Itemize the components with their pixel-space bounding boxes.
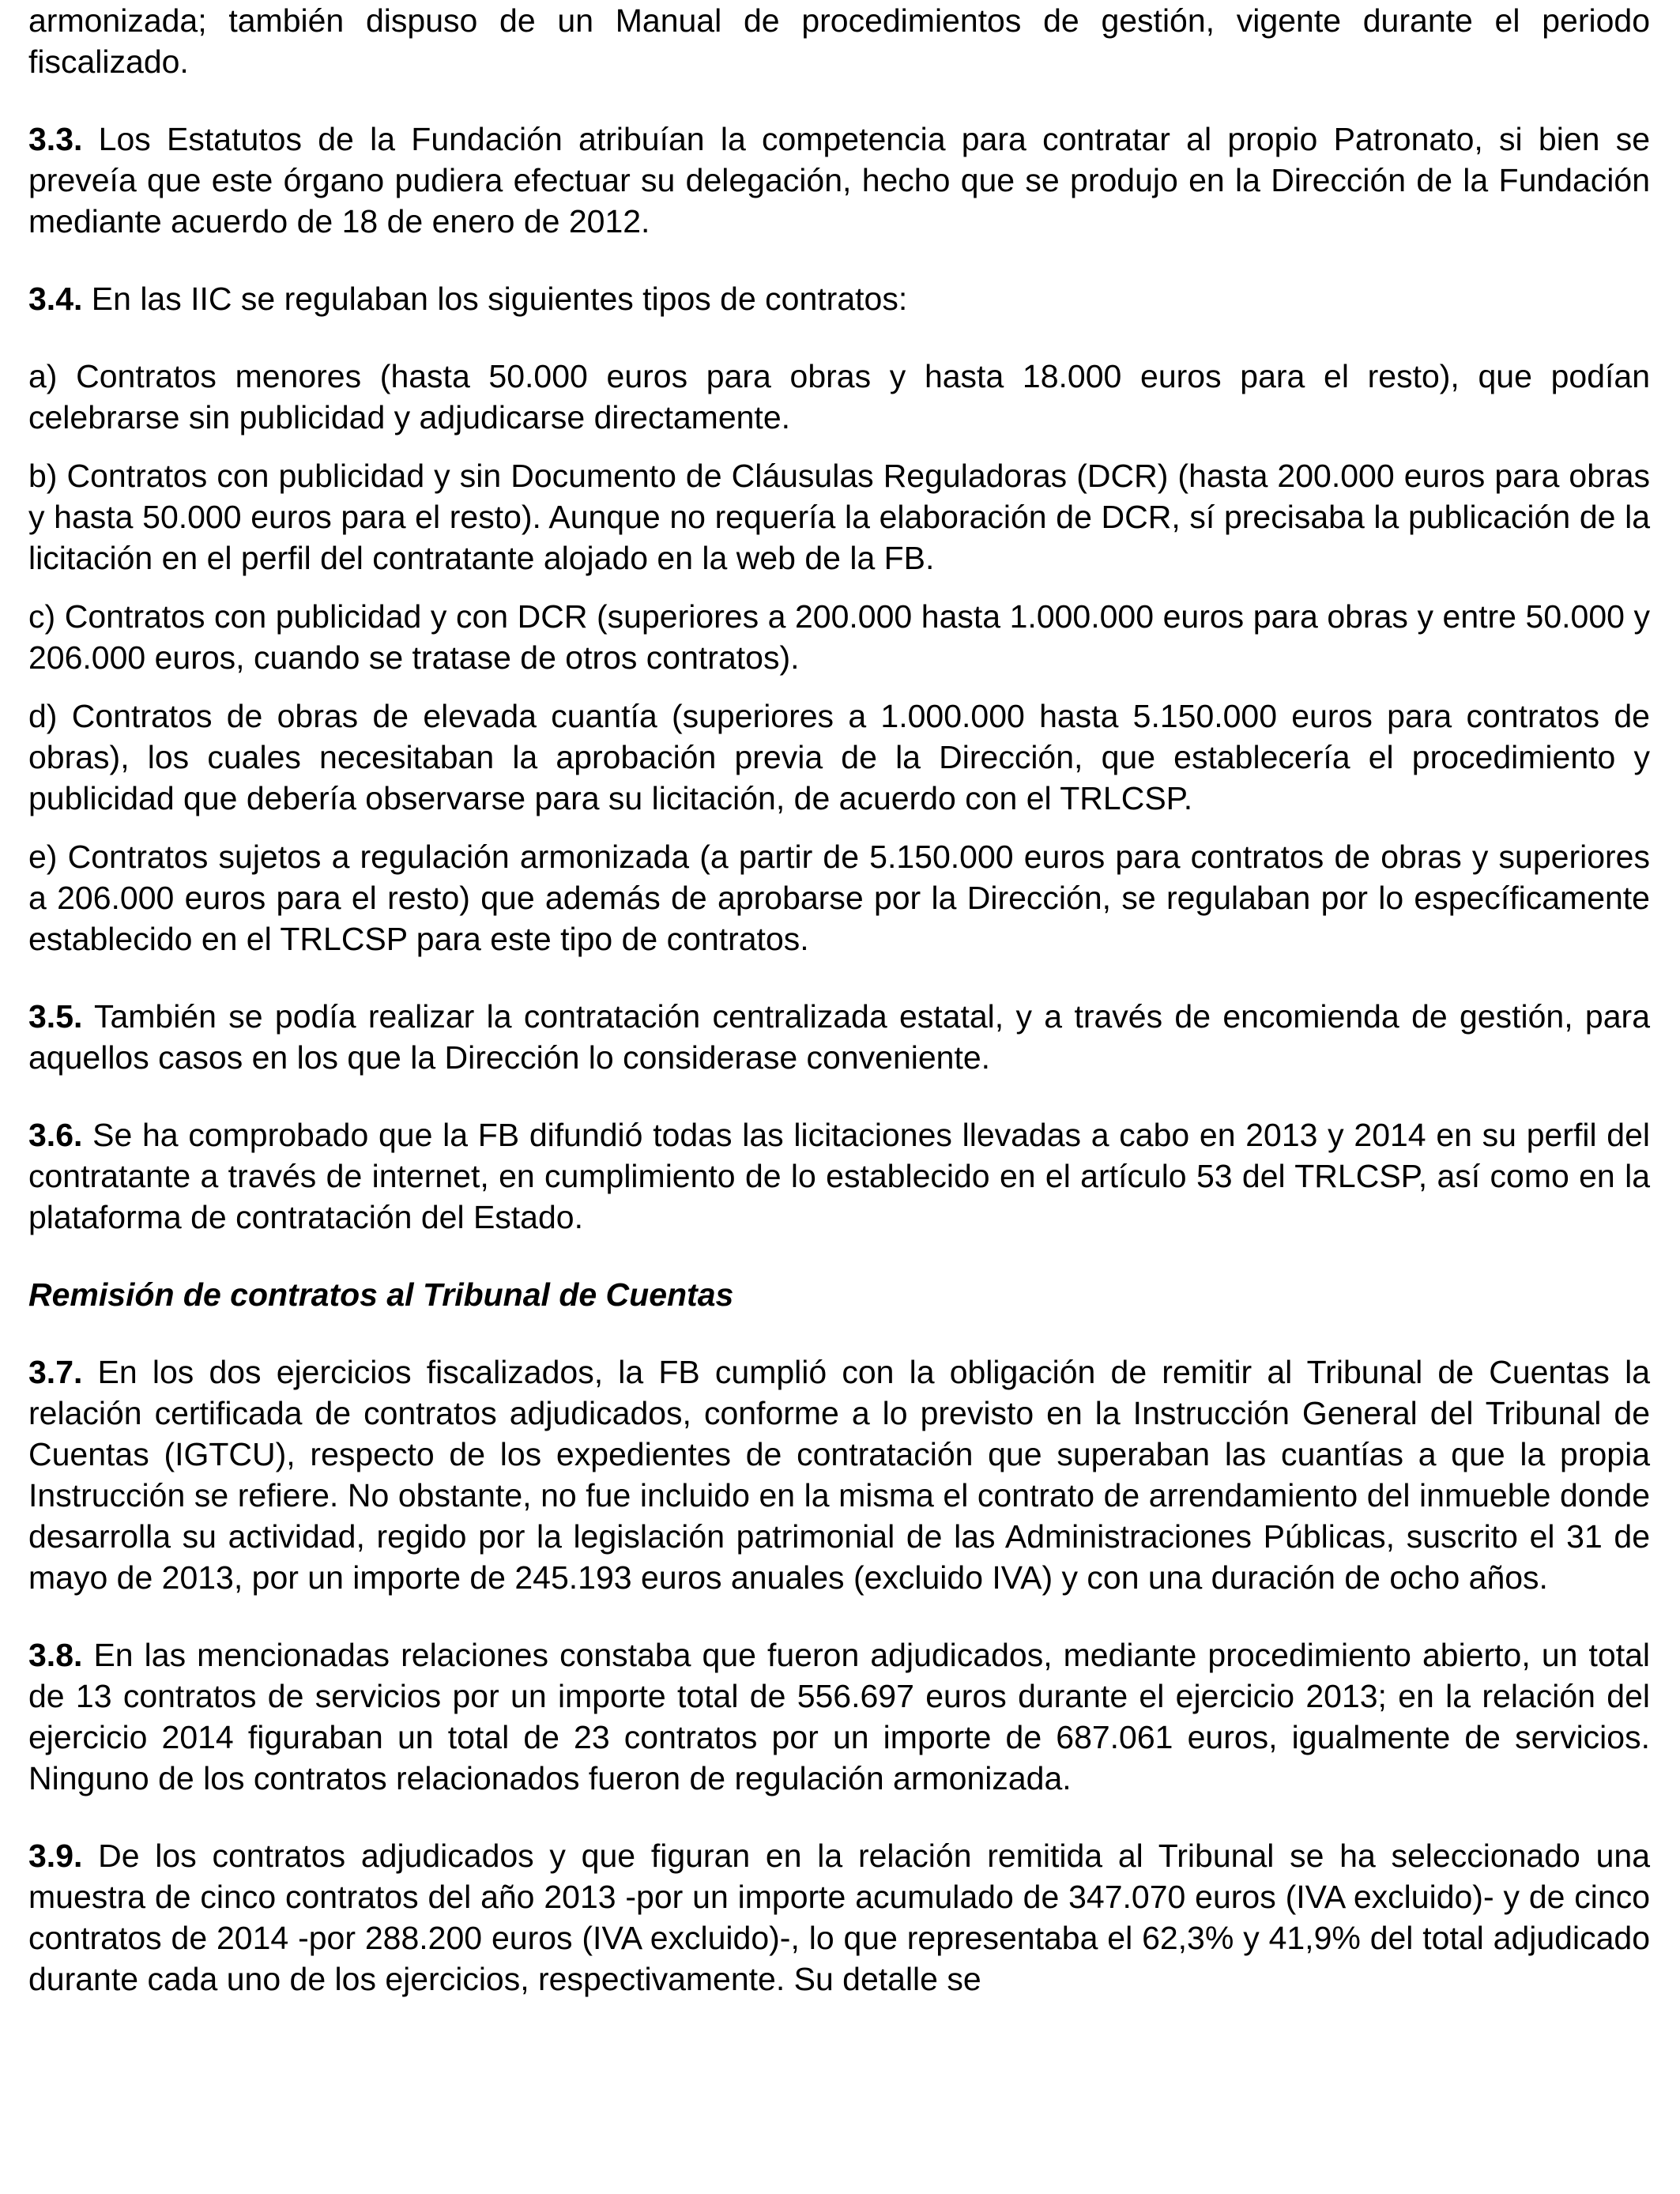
paragraph-text: En los dos ejercicios fiscalizados, la FB cumplió con la obligación de remitir al Tribunal de Cuentas la relación certificada de contratos adjudicados, conforme a lo previsto en la Instrucción General del Tribunal de Cuentas (IGTCU), respecto de los expedientes de contratación que superaban las cuantías a que la propia Instrucción se refiere. No obstante, no fue incluido en la misma el contrato de arrendamiento del inmueble donde desarrolla su actividad, regido por la legislación patrimonial de las Administraciones Públicas, suscrito el 31 de mayo de 2013, por un importe de 245.193 euros anuales (excluido IVA) y con una duración de ocho años. bbox=[28, 1354, 1650, 1596]
paragraph-text: Se ha comprobado que la FB difundió todas las licitaciones llevadas a cabo en 2013 y 2014 en su perfil del contratante a través de internet, en cumplimiento de lo establecido en el artículo 53 del TRLCSP, así como en la plataforma de contratación del Estado. bbox=[28, 1117, 1650, 1235]
paragraph-number: 3.4. bbox=[28, 281, 83, 317]
paragraph-3-4 bbox=[28, 278, 1650, 319]
paragraph-3-7 bbox=[28, 1351, 1650, 1598]
paragraph-number: 3.7. bbox=[28, 1354, 83, 1390]
list-item-d: d) Contratos de obras de elevada cuantía (superiores a 1.000.000 hasta 5.150.000 euros para contratos de obras), los cuales necesitaban la aprobación previa de la Dirección, que establecería el procedimiento y publicidad que debería observarse para su licitación, de acuerdo con el TRLCSP. bbox=[28, 698, 1650, 816]
paragraph-text: También se podía realizar la contratación centralizada estatal, y a través de encomienda de gestión, para aquellos casos en los que la Dirección lo considerase conveniente. bbox=[28, 998, 1650, 1076]
paragraph-number: 3.8. bbox=[28, 1637, 83, 1673]
paragraph-text: En las mencionadas relaciones constaba que fueron adjudicados, mediante procedimiento abierto, un total de 13 contratos de servicios por un importe total de 556.697 euros durante el ejercicio 2013; en la relación del ejercicio 2014 figuraban un total de 23 contratos por un importe de 687.061 euros, igualmente de servicios. Ninguno de los contratos relacionados fueron de regulación armonizada. bbox=[28, 1637, 1650, 1796]
list-item-a: a) Contratos menores (hasta 50.000 euros para obras y hasta 18.000 euros para el resto), que podían celebrarse sin publicidad y adjudicarse directamente. bbox=[28, 358, 1650, 435]
paragraph-text: Los Estatutos de la Fundación atribuían la competencia para contratar al propio Patronato, si bien se preveía que este órgano pudiera efectuar su delegación, hecho que se produjo en la Dirección de la Fundación mediante acuerdo de 18 de enero de 2012. bbox=[28, 121, 1650, 239]
paragraph-3-3 bbox=[28, 119, 1650, 242]
paragraph-3-5 bbox=[28, 996, 1650, 1078]
paragraph-number: 3.6. bbox=[28, 1117, 83, 1153]
paragraph-number: 3.3. bbox=[28, 121, 83, 157]
paragraph-text: De los contratos adjudicados y que figuran en la relación remitida al Tribunal se ha seleccionado una muestra de cinco contratos del año 2013 -por un importe acumulado de 347.070 euros (IVA excluido)- y de cinco contratos de 2014 -por 288.200 euros (IVA excluido)-, lo que representaba el 62,3% y 41,9% del total adjudicado durante cada uno de los ejercicios, respectivamente. Su detalle se bbox=[28, 1838, 1650, 1997]
paragraph-3-6 bbox=[28, 1114, 1650, 1238]
list-item-b: b) Contratos con publicidad y sin Documento de Cláusulas Reguladoras (DCR) (hasta 200.000 euros para obras y hasta 50.000 euros para el resto). Aunque no requería la elaboración de DCR, sí precisaba la publicación de la licitación en el perfil del contratante alojado en la web de la FB. bbox=[28, 458, 1650, 576]
paragraph-3-8 bbox=[28, 1634, 1650, 1799]
paragraph-3-9 bbox=[28, 1835, 1650, 2000]
paragraph-intro: armonizada; también dispuso de un Manual de procedimientos de gestión, vigente durante el periodo fiscalizado. bbox=[28, 2, 1650, 80]
list-item-e: e) Contratos sujetos a regulación armonizada (a partir de 5.150.000 euros para contratos de obras y superiores a 206.000 euros para el resto) que además de aprobarse por la Dirección, se regulaban por lo específicamente establecido en el TRLCSP para este tipo de contratos. bbox=[28, 839, 1650, 957]
list-item-c: c) Contratos con publicidad y con DCR (superiores a 200.000 hasta 1.000.000 euros para obras y entre 50.000 y 206.000 euros, cuando se tratase de otros contratos). bbox=[28, 598, 1650, 676]
paragraph-text: En las IIC se regulaban los siguientes tipos de contratos: bbox=[82, 281, 908, 317]
paragraph-number: 3.5. bbox=[28, 998, 83, 1035]
document-page bbox=[28, 0, 1650, 2000]
paragraph-number: 3.9. bbox=[28, 1838, 83, 1874]
section-heading: Remisión de contratos al Tribunal de Cuentas bbox=[28, 1276, 734, 1313]
